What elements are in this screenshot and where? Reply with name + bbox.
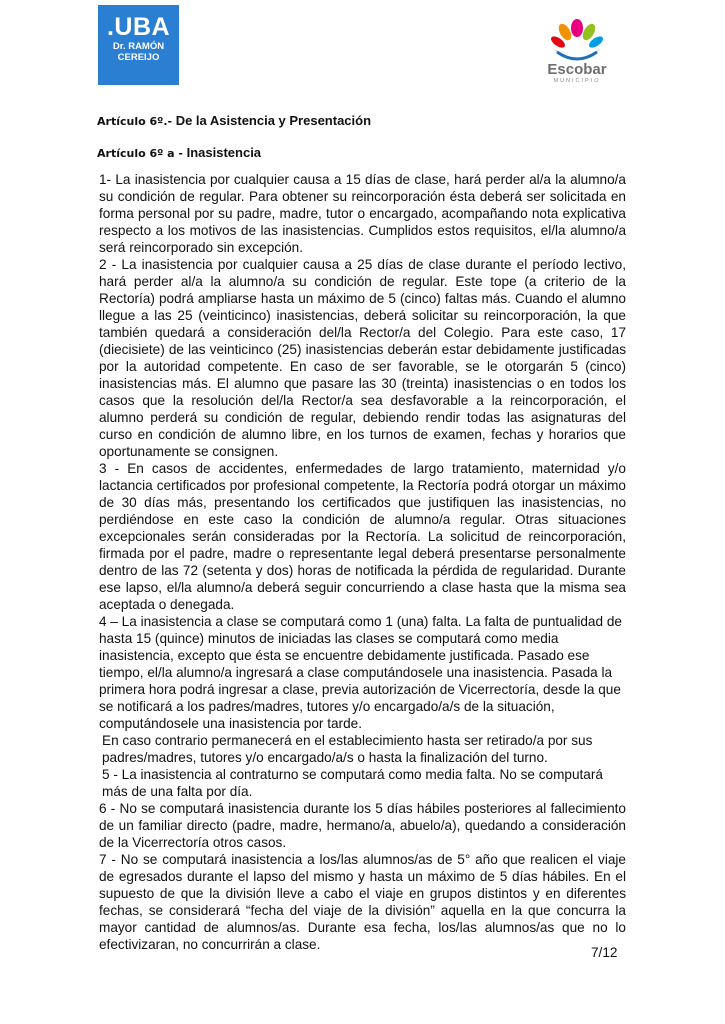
escobar-hands-icon (549, 18, 605, 64)
article-6-lead: Artículo 6º.- (97, 115, 173, 128)
uba-logo-line2: CEREIJO (117, 52, 160, 63)
uba-logo (98, 5, 179, 85)
escobar-sub: MUNICIPIO (553, 78, 601, 84)
paragraph-2: 2 - La inasistencia por cualquier causa a 25 días de clase durante el período lectivo, hará perder al/a la alumno/a su condición de regular. Este tope (a criterio de la Rectoría) podrá ampliarse hasta un máximo de 5 (cinco) faltas más. Cuando el alumno llegue a las 25 (veinticinco) inasistencias, deberá solicitar su reincorporación, la que también quedará a consideración del/la Rector/a del Colegio. Para este caso, 17 (diecisiete) de las veinticinco (25) inasistencias deberán estar debidamente justificadas por la autoridad competente. En caso de ser favorable, se le otorgarán 5 (cinco) inasistencias más. El alumno que pasare las 30 (treinta) inasistencias o en todos los casos que la resolución del/la Rector/a sea desfavorable a la reincorporación, el alumno perderá su condición de regular, debiendo rendir todas las asignaturas del curso en condición de alumno libre, en los turnos de examen, fechas y horarios que oportunamente se consignen. (99, 257, 626, 459)
paragraph-4b: En caso contrario permanecerá en el establecimiento hasta ser retirado/a por sus padres/madres, tutores y/o encargado/a/s o hasta la finalización del turno. (102, 733, 593, 765)
article-6-title: De la Asistencia y Presentación (175, 113, 372, 128)
paragraph-6: 6 - No se computará inasistencia durante los 5 días hábiles posteriores al fallecimiento de un familiar directo (padre, madre, hermano/a, abuelo/a), quedando a consideración de la Vicerrectoría otros casos. (99, 801, 626, 850)
escobar-name: Escobar (547, 61, 607, 78)
article-body (99, 171, 626, 953)
paragraph-5: 5 - La inasistencia al contraturno se computará como media falta. No se computará más de una falta por día. (102, 767, 603, 799)
uba-logo-main: .UBA (106, 13, 171, 41)
article-6a-lead: Artículo 6º a - (97, 147, 183, 160)
paragraph-4: 4 – La inasistencia a clase se computará como 1 (una) falta. La falta de puntualidad de hasta 15 (quince) minutos de iniciadas las clases se computará como media inasistencia, excepto que ésta se encuentre debidamente justificada. Pasado ese tiempo, el/la alumno/a ingresará a clase computándosele una inasistencia. Pasada la primera hora podrá ingresar a clase, previa autorización de Vicerrectoría, desde la que se notificará a los padres/madres, tutores y/o encargado/a/s de la situación, computándosele una inasistencia por tarde. (99, 614, 622, 731)
escobar-logo (538, 18, 616, 98)
paragraph-7: 7 - No se computará inasistencia a los/las alumnos/as de 5° año que realicen el viaje de egresados durante el lapso del mismo y hasta un máximo de 5 días hábiles. En el supuesto de que la división lleve a cabo el viaje en grupos distintos y en diferentes fechas, se considerará “fecha del viaje de la división” aquella en la que concurra la mayor cantidad de alumnos/as. Durante esa fecha, los/las alumnos/as que no lo efectivizaran, no concurrirán a clase. (99, 852, 626, 952)
article-6a-title: Inasistencia (186, 145, 262, 160)
paragraph-3: 3 - En casos de accidentes, enfermedades de largo tratamiento, maternidad y/o lactancia certificados por profesional competente, la Rectoría podrá otorgar un máximo de 30 días más, presentando los certificados que justifiquen las inasistencias, no perdiéndose en este caso la condición de alumno/a regular. Otras situaciones excepcionales serán consideradas por la Rectoría. La solicitud de reincorporación, firmada por el padre, madre o representante legal deberá presentarse personalmente dentro de las 72 (setenta y dos) horas de notificada la pérdida de regularidad. Durante ese lapso, el/la alumno/a deberá seguir concurriendo a clase hasta que la misma sea aceptada o denegada. (99, 461, 626, 612)
page-number: 7/12 (591, 945, 618, 960)
paragraph-1: 1- La inasistencia por cualquier causa a 15 días de clase, hará perder al/a la alumno/a su condición de regular. Para obtener su reincorporación ésta deberá ser solicitada en forma personal por su padre, madre, tutor o encargado, acompañando nota explicativa respecto a los motivos de las inasistencias. Cumplidos estos requisitos, el/la alumno/a será reincorporado sin excepción. (99, 172, 626, 255)
article-6a-heading (97, 145, 261, 160)
uba-logo-line1: Dr. RAMÓN (112, 41, 165, 52)
article-6-heading (97, 113, 371, 128)
